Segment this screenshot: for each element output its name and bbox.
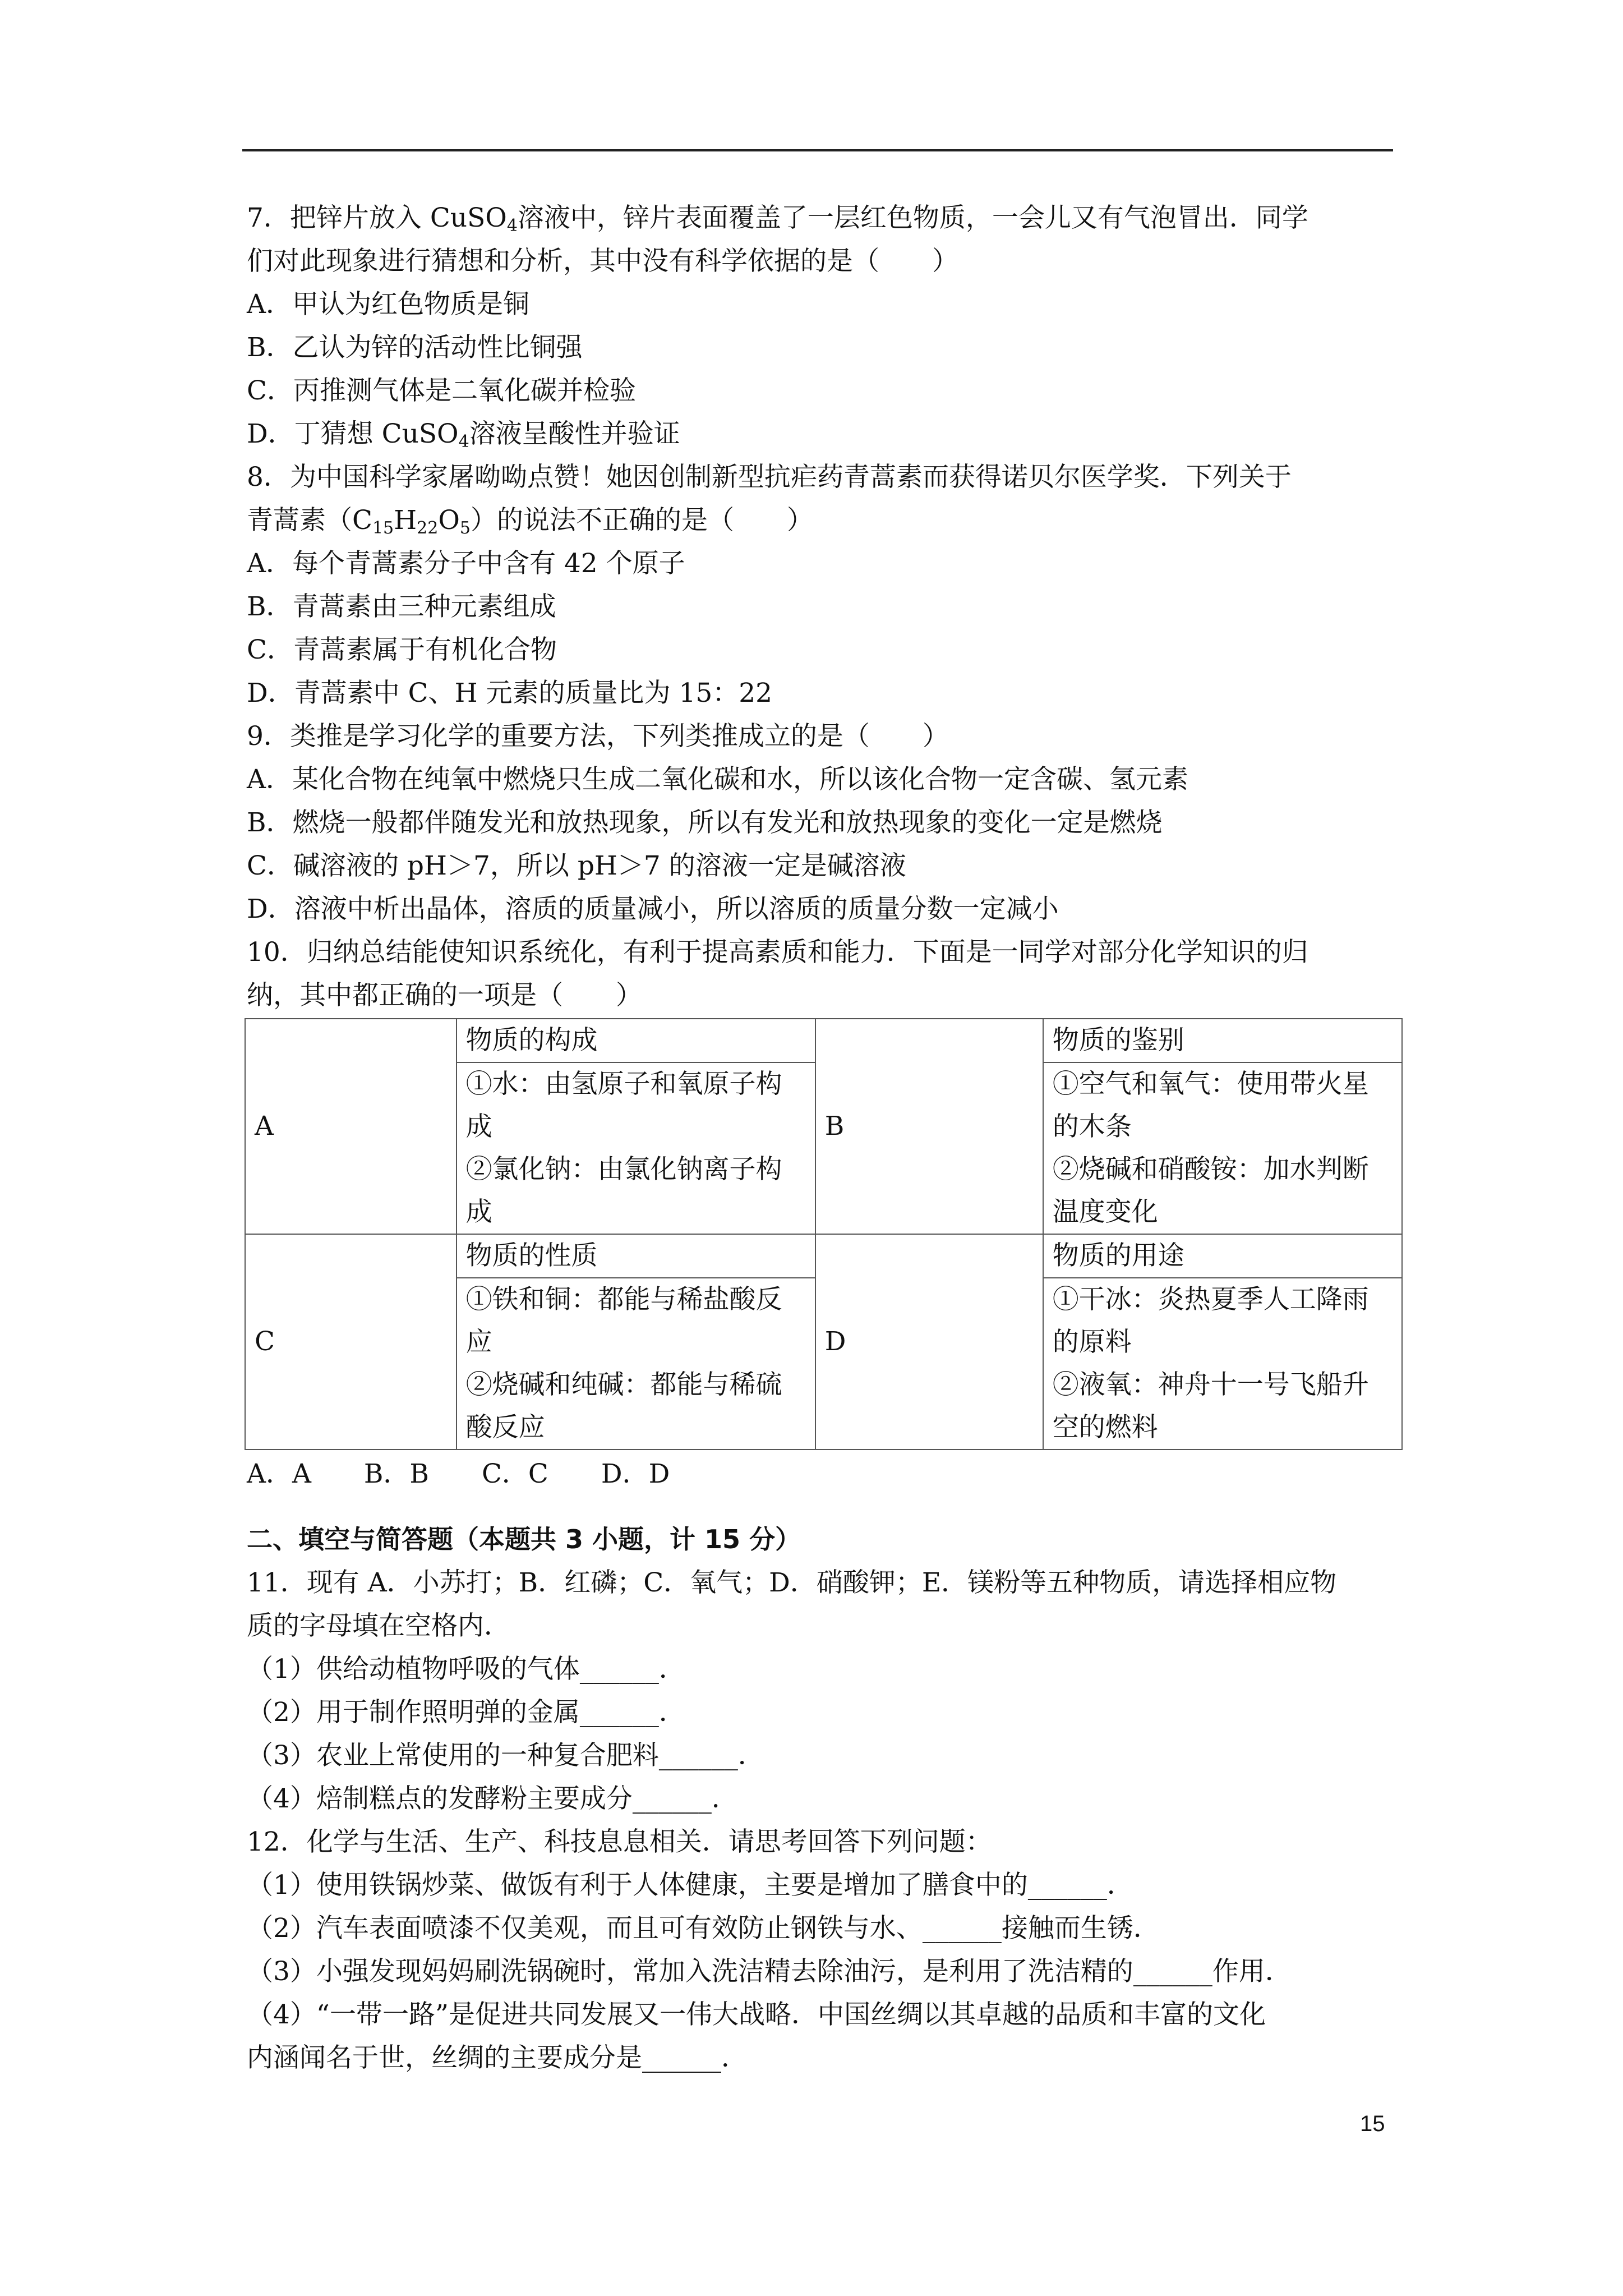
question-10-table bbox=[245, 1018, 1403, 1450]
question-9-option-b: B．燃烧一般都伴随发光和放热现象，所以有发光和放热现象的变化一定是燃烧 bbox=[247, 807, 1163, 838]
table-cell-d-body bbox=[1043, 1278, 1402, 1450]
question-12-part-4-line-1: （4）“一带一路”是促进共同发展又一伟大战略．中国丝绸以其卓越的品质和丰富的文化 bbox=[247, 1999, 1266, 2030]
question-12-part-2: （2）汽车表面喷漆不仅美观，而且可有效防止钢铁与水、______接触而生锈． bbox=[247, 1913, 1160, 1944]
question-12-part-4-line-2: 内涵闻名于世，丝绸的主要成分是______． bbox=[247, 2042, 748, 2073]
question-11-part-3: （3）农业上常使用的一种复合肥料______． bbox=[247, 1740, 764, 1771]
table-cell-b-head: 物质的鉴别 bbox=[1043, 1019, 1402, 1062]
question-7-stem-line-2: 们对此现象进行猜想和分析，其中没有科学依据的是（ ） bbox=[247, 246, 958, 277]
table-cell-b-item-2: ②烧碱和硝酸铵：加水判断温度变化 bbox=[1052, 1154, 1369, 1227]
question-7 bbox=[247, 196, 1402, 455]
table-cell-b-body bbox=[1043, 1062, 1402, 1234]
question-9-option-d: D．溶液中析出晶体，溶质的质量减小，所以溶质的质量分数一定减小 bbox=[247, 894, 1059, 924]
question-8-stem-line-2: 青蒿素$(C_{15}H_{22}O_5)$的说法不正确的是（ ） bbox=[247, 505, 813, 538]
question-11-part-4: （4）焙制糕点的发酵粉主要成分______． bbox=[247, 1783, 738, 1814]
question-8 bbox=[247, 455, 1402, 715]
question-9 bbox=[247, 715, 1402, 931]
table-cell-c-body bbox=[457, 1278, 815, 1450]
question-9-option-a: A．某化合物在纯氧中燃烧只生成二氧化碳和水，所以该化合物一定含碳、氢元素 bbox=[247, 764, 1188, 795]
table-cell-a-label: A bbox=[245, 1019, 457, 1234]
question-11-part-2: （2）用于制作照明弹的金属______． bbox=[247, 1697, 685, 1728]
table-cell-b-label: B bbox=[815, 1019, 1043, 1234]
table-cell-c-head: 物质的性质 bbox=[457, 1234, 815, 1278]
question-11-stem-line-1: 11．现有 A．小苏打；B．红磷；C．氧气；D．硝酸钾；E．镁粉等五种物质，请选择相应物 bbox=[247, 1567, 1337, 1598]
question-10-stem-line-1: 10．归纳总结能使知识系统化，有利于提高素质和能力．下面是一同学对部分化学知识的归 bbox=[247, 937, 1308, 968]
question-7-stem-line-1: 7．把锌片放入 CuSO$_4$溶液中，锌片表面覆盖了一层红色物质，一会儿又有气泡冒出．同学 bbox=[247, 203, 1308, 236]
table-cell-a-body bbox=[457, 1062, 815, 1234]
question-9-stem: 9．类推是学习化学的重要方法，下列类推成立的是（ ） bbox=[247, 721, 949, 752]
question-12-stem: 12．化学与生活、生产、科技息息相关．请思考回答下列问题： bbox=[247, 1826, 992, 1857]
table-cell-b-item-1: ①空气和氧气：使用带火星的木条 bbox=[1052, 1069, 1369, 1142]
table-cell-d-label: D bbox=[815, 1234, 1043, 1450]
table-cell-c-item-2: ②烧碱和纯碱：都能与稀硫酸反应 bbox=[465, 1369, 782, 1443]
question-11-part-1: （1）供给动植物呼吸的气体______． bbox=[247, 1654, 685, 1685]
page-number: 15 bbox=[1360, 2111, 1385, 2136]
table-cell-a-item-2: ②氯化钠：由氯化钠离子构成 bbox=[465, 1154, 782, 1227]
question-8-stem-line-1: 8．为中国科学家屠呦呦点赞！她因创制新型抗疟药青蒿素而获得诺贝尔医学奖．下列关于 bbox=[247, 462, 1292, 493]
table-cell-c-item-1: ①铁和铜：都能与稀盐酸反应 bbox=[465, 1284, 782, 1358]
table-cell-d-head: 物质的用途 bbox=[1043, 1234, 1402, 1278]
table-cell-a-item-1: ①水：由氢原子和氧原子构成 bbox=[465, 1069, 782, 1142]
question-10-stem-line-2: 纳，其中都正确的一项是（ ） bbox=[247, 980, 642, 1011]
question-8-option-b: B．青蒿素由三种元素组成 bbox=[247, 591, 556, 622]
question-9-option-c: C．碱溶液的 pH＞7，所以 pH＞7 的溶液一定是碱溶液 bbox=[247, 850, 906, 881]
question-7-option-c: C．丙推测气体是二氧化碳并检验 bbox=[247, 375, 636, 406]
question-10-options: A．A B．B C．C D．D bbox=[247, 1458, 670, 1489]
question-10 bbox=[247, 931, 1402, 1496]
table-cell-c-label: C bbox=[245, 1234, 457, 1450]
table-cell-d-item-1: ①干冰：炎热夏季人工降雨的原料 bbox=[1052, 1284, 1369, 1358]
table-cell-a-head: 物质的构成 bbox=[457, 1019, 815, 1062]
header-rule bbox=[242, 149, 1393, 151]
question-7-option-b: B．乙认为锌的活动性比铜强 bbox=[247, 332, 583, 363]
question-8-option-d: D．青蒿素中 C、H 元素的质量比为 15：22 bbox=[247, 678, 773, 708]
document-body bbox=[247, 196, 1402, 2079]
question-7-option-a: A．甲认为红色物质是铜 bbox=[247, 289, 529, 320]
table-cell-d-item-2: ②液氧：神舟十一号飞船升空的燃料 bbox=[1052, 1369, 1369, 1443]
question-7-option-d: D．丁猜想 CuSO$_4$溶液呈酸性并验证 bbox=[247, 418, 680, 452]
section-2-title: 二、填空与简答题（本题共 3 小题，计 15 分） bbox=[247, 1524, 801, 1554]
question-12-part-1: （1）使用铁锅炒菜、做饭有利于人体健康，主要是增加了膳食中的______． bbox=[247, 1870, 1133, 1901]
question-8-option-c: C．青蒿素属于有机化合物 bbox=[247, 634, 557, 665]
question-12-part-3: （3）小强发现妈妈刷洗锅碗时，常加入洗洁精去除油污，是利用了洗洁精的______作用． bbox=[247, 1956, 1292, 1987]
question-12 bbox=[247, 1820, 1402, 2079]
question-11 bbox=[247, 1561, 1402, 1820]
question-8-option-a: A．每个青蒿素分子中含有 42 个原子 bbox=[247, 548, 685, 579]
question-11-stem-line-2: 质的字母填在空格内． bbox=[247, 1611, 510, 1641]
